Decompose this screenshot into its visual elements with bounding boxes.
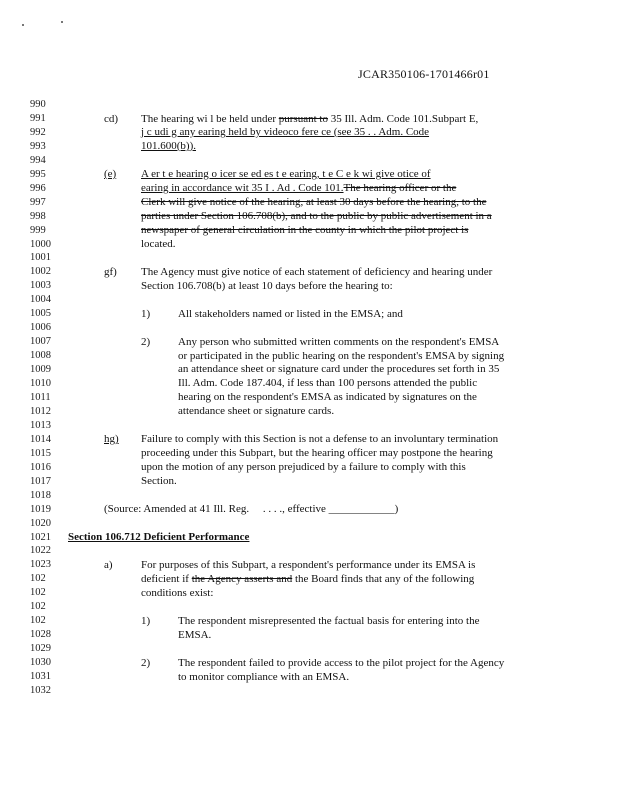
para-e-line-4: parties under Section 106.708(b), and to the public by public advertisement in a: [141, 210, 492, 222]
line-number: 1002: [30, 266, 51, 278]
para-d-line-2: j c udi g any earing held by videoco fere ce (see 35 . . Adm. Code: [141, 126, 430, 138]
para-a-item-2-line-1: The respondent failed to provide access to the pilot project for the Agency: [178, 657, 505, 669]
para-f-item-1-number: 1): [141, 308, 151, 320]
line-number: 999: [30, 224, 46, 236]
para-e-line-2: [141, 182, 456, 194]
para-f-item-2-line-3: an attendance sheet or signature card under the procedures set forth in 35: [178, 363, 500, 375]
line-number: 1030: [30, 657, 51, 668]
line-number: 992: [30, 126, 46, 138]
line-number: 1028: [30, 629, 51, 641]
document-id-header: JCAR350106-1701466r01: [358, 67, 490, 81]
line-number: 1019: [30, 503, 51, 515]
para-d-line-1-text: The hearing wi l be held under: [141, 113, 279, 125]
line-number: 1007: [30, 336, 51, 348]
line-number: 1008: [30, 350, 51, 362]
para-f-item-1-text: All stakeholders named or listed in the EMSA; and: [178, 308, 403, 320]
source-blank-dots: . . . .: [262, 503, 283, 515]
para-f-item-2-line-1: Any person who submitted written comments on the respondent's EMSA: [178, 336, 500, 348]
para-g-label: hg): [104, 433, 119, 445]
para-f-label: gf): [104, 266, 117, 278]
para-a-item-1-number: 1): [141, 615, 151, 627]
line-number: 995: [30, 168, 46, 180]
para-f-item-2-line-2: or participated in the public hearing on the respondent's EMSA by signing: [178, 350, 505, 362]
para-f-item-2-line-6: attendance sheet or signature cards.: [178, 405, 335, 417]
para-f-item-2-line-5: hearing on the respondent's EMSA as indicated by signatures on the: [178, 391, 477, 403]
line-number: 1004: [30, 294, 51, 306]
para-f-line-1: The Agency must give notice of each statement of deficiency and hearing under: [141, 266, 493, 278]
line-number: 993: [30, 140, 46, 152]
para-d-line-1: [141, 113, 478, 125]
line-number: 1016: [30, 461, 51, 473]
para-g-line-4: Section.: [141, 475, 177, 487]
para-a-item-1-line-2: EMSA.: [178, 629, 212, 641]
para-e-line-6: located.: [141, 238, 176, 250]
para-e-line-2-deleted: The hearing officer or the: [343, 182, 457, 194]
line-number: 1010: [30, 378, 51, 389]
para-e-line-1: A er t e hearing o icer se ed es t e earing, t e C e k wi give otice of: [141, 168, 431, 180]
para-f-item-2-line-4: Ill. Adm. Code 187.404, if less than 100 persons attended the public: [178, 377, 478, 389]
para-e-line-3: Clerk will give notice of the hearing, at least 30 days before the hearing, to the: [141, 196, 487, 208]
line-number: 1013: [30, 419, 51, 431]
para-g-line-2: proceeding under this Subpart, but the hearing officer may postpone the hearing: [141, 447, 493, 459]
line-number: 1015: [30, 447, 51, 459]
para-a-item-1-line-1: The respondent misrepresented the factual basis for entering into the: [178, 615, 480, 627]
para-a-label: a): [104, 559, 113, 571]
line-number: 102: [30, 573, 46, 585]
para-f-item-2-number: 2): [141, 336, 151, 348]
para-a-line-3: conditions exist:: [141, 587, 214, 599]
line-number: 1017: [30, 475, 51, 487]
line-number: 102: [30, 601, 46, 613]
line-number: 1018: [30, 489, 51, 501]
source-effective: , effective: [282, 503, 326, 515]
line-number: 991: [30, 113, 46, 124]
para-e-line-5: newspaper of general circulation in the county in which the pilot project is: [141, 224, 469, 236]
line-number: 994: [30, 154, 46, 166]
para-a-item-2-line-2: to monitor compliance with an EMSA.: [178, 671, 350, 683]
source-effective-blank: ____________): [328, 503, 399, 515]
para-a-item-2-number: 2): [141, 657, 151, 669]
para-d-label: cd): [104, 113, 119, 125]
line-number: 102: [30, 615, 46, 627]
line-number: 1021: [30, 531, 51, 543]
line-number: 1009: [30, 364, 51, 376]
para-a-line-2-deleted: the Agency asserts and: [191, 573, 293, 585]
line-number: 1022: [30, 545, 51, 557]
line-number: 997: [30, 196, 46, 208]
para-e-label: (e): [104, 168, 117, 180]
section-heading: Section 106.712 Deficient Performance: [68, 531, 250, 543]
line-number: 1023: [30, 559, 51, 571]
line-number: 1011: [30, 391, 51, 403]
line-number: 1006: [30, 322, 51, 334]
scan-speck: [22, 24, 24, 26]
line-number: 1000: [30, 238, 51, 250]
line-number: 990: [30, 99, 46, 110]
line-number: 1012: [30, 405, 51, 417]
para-d-line-3: 101.600(b)).: [141, 140, 196, 152]
source-note: [104, 503, 398, 515]
line-number: 998: [30, 210, 46, 222]
para-a-line-2-text: deficient if: [141, 573, 192, 585]
line-number: 1032: [30, 684, 51, 696]
line-number: 1001: [30, 252, 51, 264]
para-d-line-1-rest: 35 Ill. Adm. Code 101.Subpart E,: [327, 113, 479, 125]
line-number: 1003: [30, 280, 51, 292]
line-number: 1029: [30, 643, 51, 654]
line-number: 1005: [30, 308, 51, 320]
para-a-line-2: [141, 573, 474, 585]
line-number: 1031: [30, 670, 51, 682]
para-f-line-2: Section 106.708(b) at least 10 days before the hearing to:: [141, 280, 393, 292]
source-prefix: (Source: Amended at 41 Ill. Reg.: [104, 503, 250, 515]
para-a-line-2-rest: the Board finds that any of the following: [292, 573, 475, 585]
line-number: 102: [30, 587, 46, 599]
para-g-line-1: Failure to comply with this Section is not a defense to an involuntary termination: [141, 433, 499, 445]
scan-speck: [61, 21, 63, 23]
line-number: 996: [30, 182, 46, 194]
para-d-line-1-deleted: pursuant to: [278, 113, 328, 125]
line-number: 1020: [30, 517, 51, 529]
para-e-line-2-text: earing in accordance wit 35 I . Ad . Code 101.: [141, 182, 344, 194]
para-a-line-1: For purposes of this Subpart, a respondent's performance under its EMSA is: [141, 559, 476, 571]
para-g-line-3: upon the motion of any person prejudiced by a failure to comply with this: [141, 461, 466, 473]
line-number: 1014: [30, 433, 51, 445]
